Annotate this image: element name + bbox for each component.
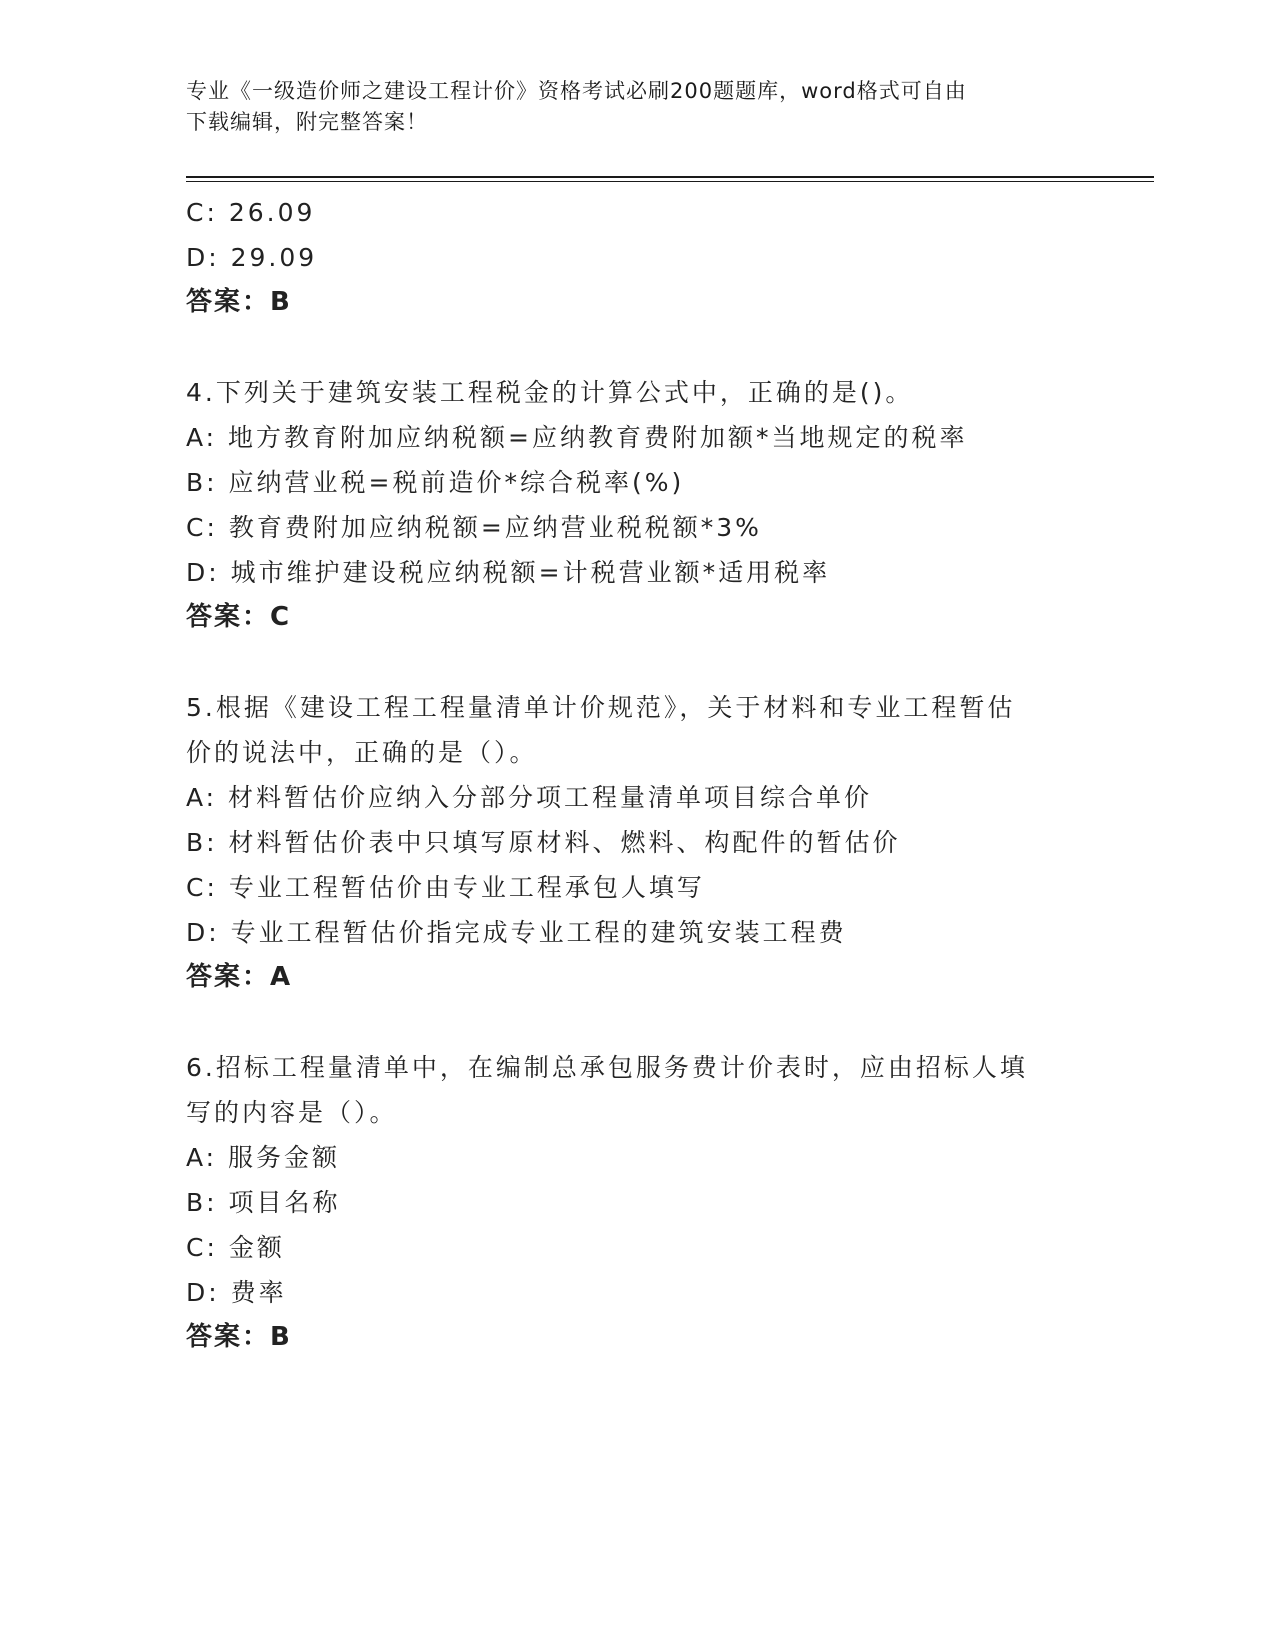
answer-line: 答案：B — [186, 287, 292, 317]
page-header — [186, 76, 1086, 138]
option-b: B: 项目名称 — [186, 1188, 341, 1217]
spacer — [186, 640, 1086, 685]
header-line-1: 专业《一级造价师之建设工程计价》资格考试必刷200题题库，word格式可自由 — [186, 79, 967, 103]
spacer — [186, 1000, 1086, 1045]
option-c: C: 教育费附加应纳税额=应纳营业税税额*3% — [186, 513, 762, 542]
option-b: B: 应纳营业税=税前造价*综合税率(%) — [186, 468, 685, 497]
option-c: C: 26.09 — [186, 198, 316, 227]
answer-line: 答案：A — [186, 962, 293, 992]
question-stem: 价的说法中，正确的是（）。 — [186, 738, 538, 767]
question-4 — [186, 370, 1086, 640]
answer-line: 答案：B — [186, 1322, 292, 1352]
option-b: B: 材料暂估价表中只填写原材料、燃料、构配件的暂估价 — [186, 828, 901, 857]
option-a: A: 地方教育附加应纳税额=应纳教育费附加额*当地规定的税率 — [186, 423, 968, 452]
question-stem: 5.根据《建设工程工程量清单计价规范》，关于材料和专业工程暂估 — [186, 693, 1016, 722]
question-stem: 6.招标工程量清单中，在编制总承包服务费计价表时，应由招标人填 — [186, 1053, 1028, 1082]
header-line-2: 下载编辑，附完整答案！ — [186, 110, 428, 134]
option-a: A: 材料暂估价应纳入分部分项工程量清单项目综合单价 — [186, 783, 873, 812]
question-content — [186, 190, 1086, 1360]
option-d: D: 29.09 — [186, 243, 318, 272]
option-a: A: 服务金额 — [186, 1143, 341, 1172]
answer-line: 答案：C — [186, 602, 292, 632]
option-d: D: 费率 — [186, 1278, 287, 1307]
option-c: C: 专业工程暂估价由专业工程承包人填写 — [186, 873, 705, 902]
option-d: D: 专业工程暂估价指完成专业工程的建筑安装工程费 — [186, 918, 847, 947]
option-c: C: 金额 — [186, 1233, 285, 1262]
option-d: D: 城市维护建设税应纳税额=计税营业额*适用税率 — [186, 558, 831, 587]
question-5 — [186, 685, 1086, 1000]
header-rule-thin — [186, 181, 1154, 182]
question-6 — [186, 1045, 1086, 1360]
question-stem: 写的内容是（）。 — [186, 1098, 398, 1127]
header-rule-thick — [186, 176, 1154, 178]
question-stem: 4.下列关于建筑安装工程税金的计算公式中，正确的是()。 — [186, 378, 914, 407]
spacer — [186, 325, 1086, 370]
